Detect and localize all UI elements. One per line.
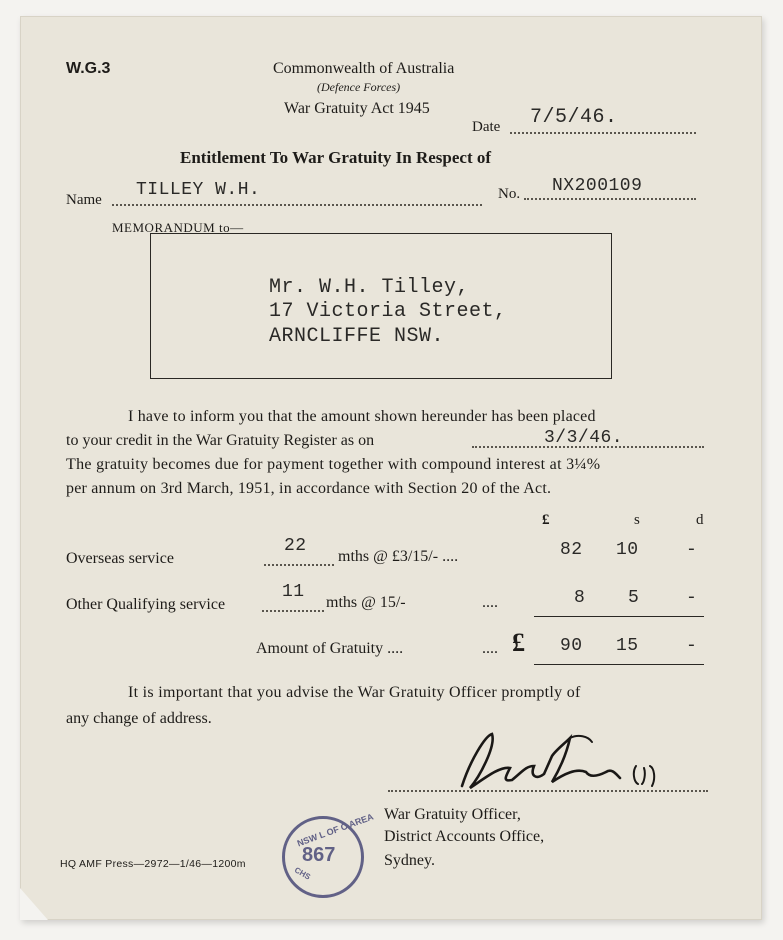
header-forces: (Defence Forces) [317, 80, 401, 94]
notice-line-2: any change of address. [66, 710, 212, 727]
subtotal-rule [534, 616, 704, 617]
other-service-label: Other Qualifying service [66, 596, 226, 613]
overseas-pounds: 82 [560, 540, 583, 560]
body-line-3: The gratuity becomes due for payment together with compound interest at 3¼% [66, 456, 601, 473]
printer-imprint: HQ AMF Press—2972—1/46—1200m [60, 858, 246, 870]
officer-signature [440, 716, 670, 796]
other-dots: .... [482, 594, 498, 611]
header-country: Commonwealth of Australia [273, 60, 455, 77]
stamp-number: 867 [302, 844, 336, 866]
office-stamp [282, 811, 375, 898]
name-dotted-line [112, 204, 482, 206]
total-shillings: 15 [616, 636, 639, 656]
stamp-bottom-text: CHS [292, 865, 313, 882]
overseas-label: Overseas service [66, 550, 174, 567]
overseas-months: 22 [284, 536, 307, 556]
body-line-4: per annum on 3rd March, 1951, in accordance with Section 20 of the Act. [66, 480, 552, 497]
other-rate: mths @ 15/- [326, 594, 406, 611]
name-label: Name [66, 192, 102, 208]
address-box [150, 233, 612, 379]
overseas-months-dotted-line [264, 564, 334, 566]
total-dots: .... [482, 640, 498, 657]
date-label: Date [472, 119, 501, 135]
other-shillings: 5 [628, 588, 640, 608]
column-shillings: s [634, 512, 640, 528]
folded-corner [20, 888, 48, 920]
other-months: 11 [282, 582, 305, 602]
other-months-dotted-line [262, 610, 324, 612]
date-value: 7/5/46. [530, 106, 618, 129]
address-line-3: ARNCLIFFE NSW. [269, 325, 445, 348]
date-dotted-line [510, 132, 696, 134]
total-pence: - [686, 636, 698, 656]
name-value: TILLEY W.H. [136, 180, 261, 200]
officer-line-2: District Accounts Office, [384, 828, 545, 845]
total-pounds: 90 [560, 636, 583, 656]
officer-line-3: Sydney. [384, 852, 435, 869]
total-label: Amount of Gratuity .... [256, 640, 404, 657]
column-pounds: £ [542, 512, 550, 528]
register-date: 3/3/46. [544, 428, 624, 448]
address-line-1: Mr. W.H. Tilley, [269, 276, 470, 299]
signature-dotted-line [388, 790, 708, 792]
column-pence: d [696, 512, 704, 528]
body-line-1: I have to inform you that the amount shown hereunder has been placed [128, 408, 596, 425]
address-line-2: 17 Victoria Street, [269, 300, 507, 323]
document-sheet [20, 16, 762, 920]
overseas-pence: - [686, 540, 698, 560]
header-act: War Gratuity Act 1945 [284, 100, 430, 117]
body-line-2: to your credit in the War Gratuity Register as on [66, 432, 375, 449]
stamp-arc-text: NSW L OF C AREA [295, 811, 375, 849]
total-currency: £ [512, 628, 525, 657]
overseas-rate: mths @ £3/15/- .... [338, 548, 459, 565]
service-number: NX200109 [552, 176, 643, 196]
other-pounds: 8 [574, 588, 586, 608]
number-dotted-line [524, 198, 696, 200]
form-code: W.G.3 [66, 60, 111, 77]
notice-line-1: It is important that you advise the War Gratuity Officer promptly of [128, 684, 581, 701]
memorandum-label: MEMORANDUM to— [112, 220, 244, 235]
total-rule [534, 664, 704, 665]
number-label: No. [498, 186, 521, 202]
officer-line-1: War Gratuity Officer, [384, 806, 521, 823]
other-pence: - [686, 588, 698, 608]
document-title: Entitlement To War Gratuity In Respect of [180, 148, 492, 167]
overseas-shillings: 10 [616, 540, 639, 560]
